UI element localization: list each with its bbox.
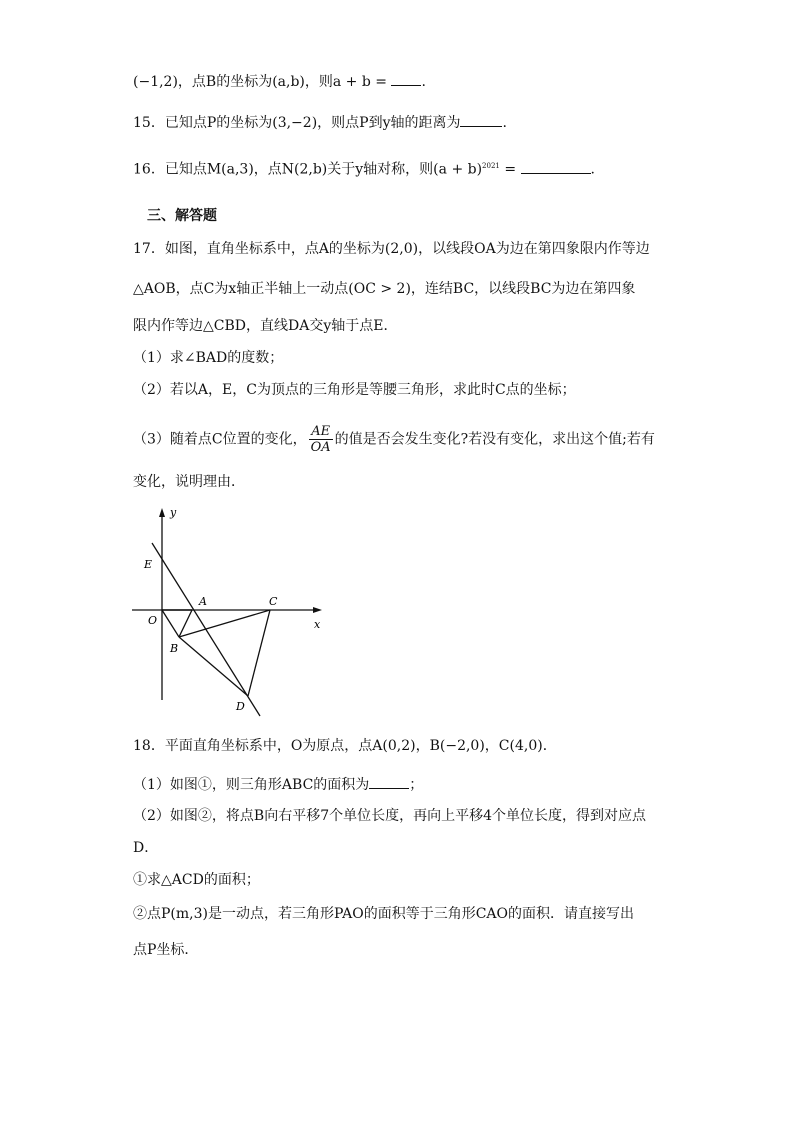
- q16: [133, 156, 595, 180]
- q18-sub2-cont: 点P坐标．: [133, 942, 199, 958]
- q17-part3: [133, 424, 655, 455]
- q18-sub1: ①求△ACD的面积；: [133, 872, 260, 888]
- q15-text: 15．已知点P的坐标为(3,−2)，则点P到y轴的距离为: [133, 115, 461, 131]
- label-b: B: [170, 642, 179, 655]
- q18-part2-cont: D．: [133, 840, 159, 856]
- label-d: D: [236, 700, 245, 713]
- q14-end: .: [421, 74, 426, 90]
- label-c: C: [269, 595, 278, 608]
- q17-part3-text: （3）随着点C位置的变化，: [133, 431, 307, 448]
- q18-part1-end: ；: [409, 777, 424, 793]
- fraction-denominator: OA: [310, 440, 331, 455]
- q18-part2: （2）如图②，将点B向右平移7个单位长度，再向上平移4个单位长度，得到对应点: [133, 808, 647, 824]
- q15: [133, 112, 507, 133]
- q17-line3: 限内作等边△CBD，直线DA交y轴于点E．: [133, 318, 398, 334]
- q17-line2: △AOB，点C为x轴正半轴上一动点(OC > 2)，连结BC，以线段BC为边在第四象: [133, 281, 636, 297]
- q18-sub2: ②点P(m,3)是一动点，若三角形PAO的面积等于三角形CAO的面积．请直接写出: [133, 906, 634, 922]
- ae-over-oa-fraction: [309, 424, 333, 455]
- q17-part2: （2）若以A，E，C为顶点的三角形是等腰三角形，求此时C点的坐标；: [133, 382, 576, 398]
- q14-tail: [133, 71, 426, 92]
- q18-part1-blank: [369, 774, 409, 789]
- x-axis-arrow: [313, 607, 322, 613]
- segment-bc: [179, 610, 270, 637]
- fraction-numerator: AE: [309, 424, 333, 440]
- q16-end: .: [590, 161, 595, 178]
- q17-part3-cont: 变化，说明理由．: [133, 474, 245, 490]
- label-o: O: [148, 614, 158, 627]
- segment-ab: [179, 610, 192, 637]
- segment-cd: [248, 610, 270, 696]
- label-e: E: [144, 558, 153, 571]
- q14-blank: [391, 71, 421, 86]
- q16-text: 16．已知点M(a,3)，点N(2,b)关于y轴对称，则(a + b): [133, 161, 483, 178]
- q16-equals: =: [499, 161, 521, 178]
- label-x: x: [314, 618, 321, 631]
- segment-ob: [162, 610, 179, 637]
- q15-blank: [460, 112, 502, 127]
- q15-end: .: [502, 115, 507, 131]
- q16-blank: [521, 159, 591, 174]
- segment-bd: [179, 637, 248, 696]
- label-a: A: [199, 595, 207, 608]
- q17-part1: （1）求∠BAD的度数；: [133, 350, 284, 366]
- q18-line1: 18．平面直角坐标系中，O为原点，点A(0,2)，B(−2,0)，C(4,0)．: [133, 738, 557, 754]
- q18-part1-text: （1）如图①，则三角形ABC的面积为: [133, 777, 370, 793]
- q17-line1: 17．如图，直角坐标系中，点A的坐标为(2,0)，以线段OA为边在第四象限内作等边: [133, 241, 650, 257]
- q14-text: (−1,2)，点B的坐标为(a,b)，则a + b =: [133, 74, 392, 90]
- line-da: [152, 543, 260, 716]
- label-y: y: [170, 506, 177, 519]
- q18-part1: [133, 774, 423, 795]
- y-axis-arrow: [159, 508, 165, 517]
- q16-exponent: 2021: [482, 162, 500, 170]
- q17-part3-rest: 的值是否会发生变化?若没有变化，求出这个值;若有: [334, 431, 655, 448]
- section-heading: 三、解答题: [147, 208, 217, 224]
- coordinate-figure: [126, 500, 336, 720]
